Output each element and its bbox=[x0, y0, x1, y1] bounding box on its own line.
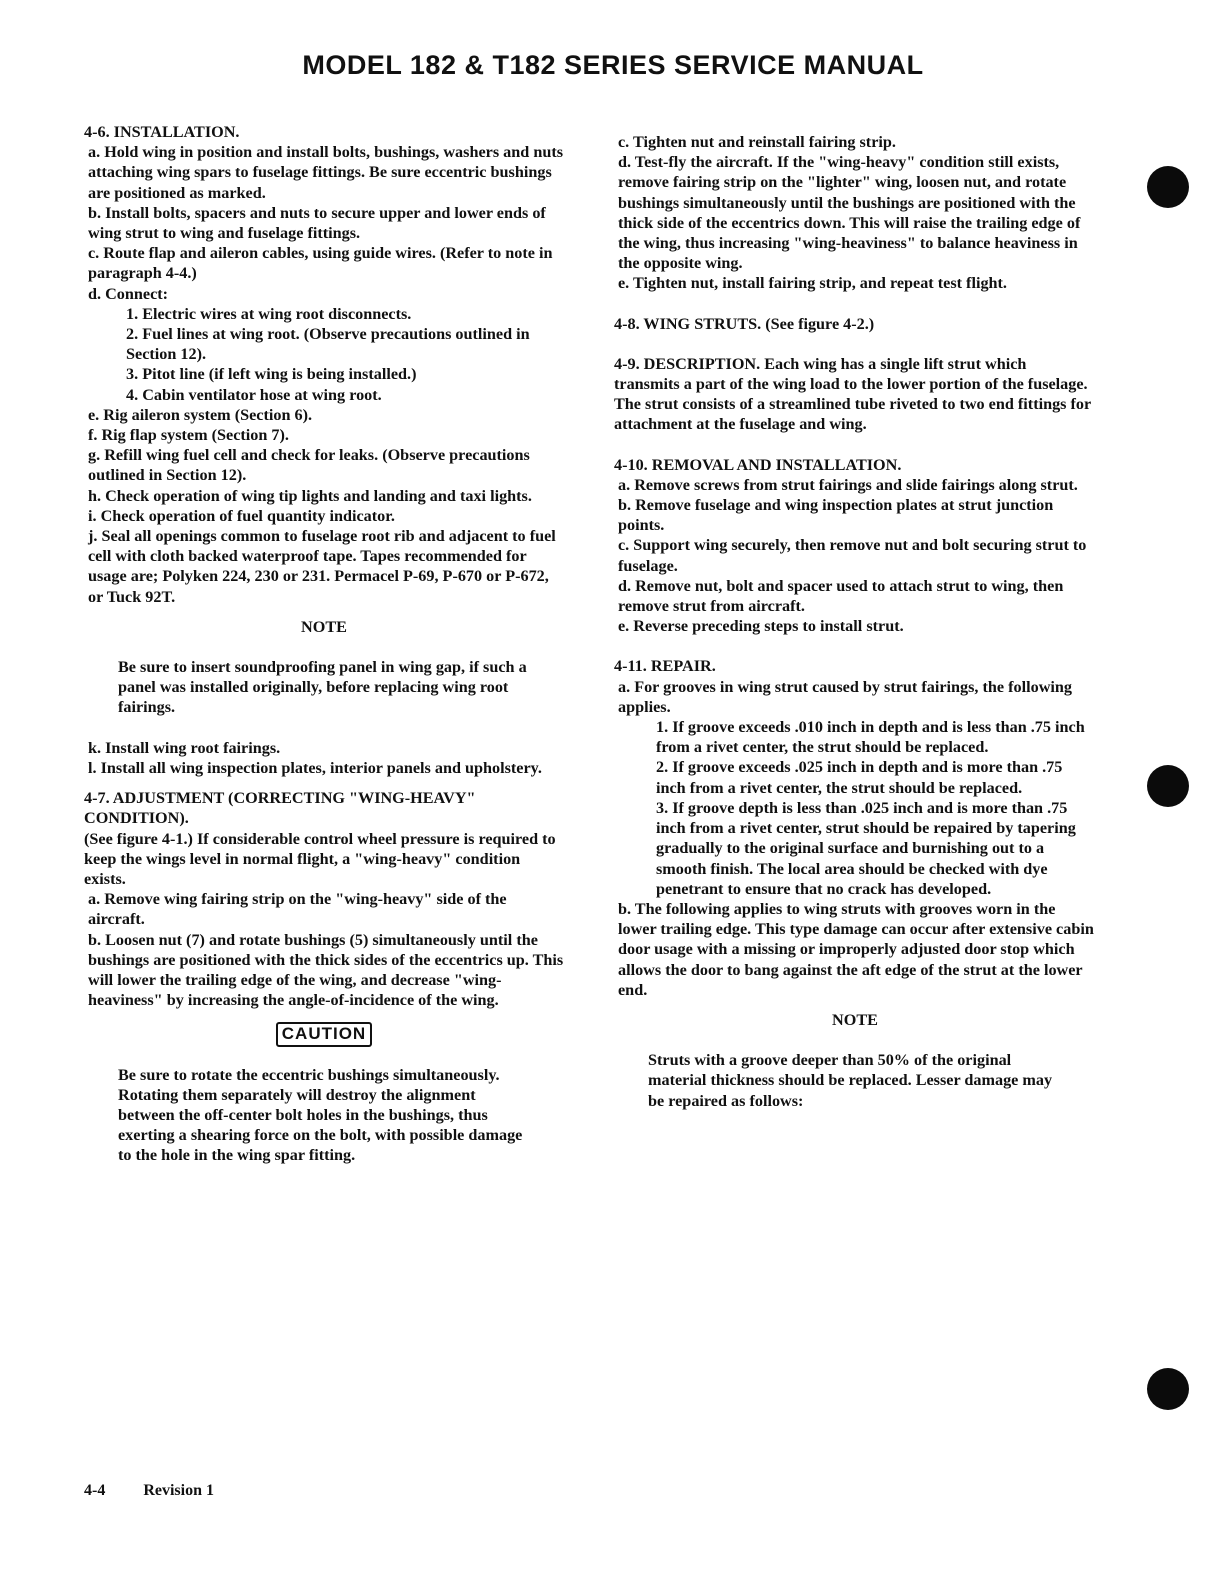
binder-hole-middle bbox=[1147, 765, 1189, 807]
step-4-7-d: d. Test-fly the aircraft. If the "wing-heavy" condition still exists, remove fairing strip on the "lighter" wing, loosen nut, and rotate bushings simultaneously until the bushings are positioned with the thick side of the eccentrics down. This will raise the trailing edge of the wing, thus increasing "wing-heaviness" to balance heaviness in the opposite wing. bbox=[618, 153, 1081, 273]
left-column bbox=[84, 122, 564, 1166]
section-4-6-heading: 4-6. INSTALLATION. bbox=[84, 123, 240, 141]
step-4-11-a: a. For grooves in wing strut caused by strut fairings, the following applies. bbox=[618, 677, 1073, 716]
step-4-6-e: e. Rig aileron system (Section 6). bbox=[88, 405, 313, 424]
note-text: Be sure to insert soundproofing panel in wing gap, if such a panel was installed originally, before replacing wing root fairings. bbox=[118, 658, 527, 717]
step-4-10-a: a. Remove screws from strut fairings and slide fairings along strut. bbox=[618, 475, 1078, 494]
step-4-6-f: f. Rig flap system (Section 7). bbox=[88, 426, 289, 445]
page-footer bbox=[84, 1482, 248, 1500]
note-heading-2: NOTE bbox=[832, 1010, 878, 1029]
caution-label: CAUTION bbox=[276, 1022, 372, 1046]
caution-text: Be sure to rotate the eccentric bushings simultaneously. Rotating them separately will destroy the alignment between the off-center bolt holes in the bushings, thus exerting a shearing force on the bolt, with possible damage to the hole in the wing spar fitting. bbox=[118, 1065, 523, 1165]
step-4-7-e: e. Tighten nut, install fairing strip, and repeat test flight. bbox=[618, 274, 1007, 293]
step-4-7-a: a. Remove wing fairing strip on the "wing-heavy" side of the aircraft. bbox=[88, 890, 507, 929]
page-title: MODEL 182 & T182 SERIES SERVICE MANUAL bbox=[302, 50, 924, 80]
section-4-7-intro: (See figure 4-1.) If considerable control wheel pressure is required to keep the wings level in normal flight, a "wing-heavy" condition exists. bbox=[84, 829, 556, 888]
page-number: 4-4 bbox=[84, 1482, 106, 1499]
note-text-2: Struts with a groove deeper than 50% of the original material thickness should be replaced. Lesser damage may be repaired as follows: bbox=[648, 1051, 1053, 1110]
step-4-7-b: b. Loosen nut (7) and rotate bushings (5) simultaneously until the bushings are positioned with the thick sides of the eccentrics up. This will lower the trailing edge of the wing, and decrease "wing-heaviness" by increasing the angle-of-incidence of the wing. bbox=[88, 930, 564, 1010]
section-4-8-heading: 4-8. WING STRUTS. (See figure 4-2.) bbox=[614, 314, 875, 333]
step-4-7-c: c. Tighten nut and reinstall fairing strip. bbox=[618, 133, 896, 151]
step-4-6-d-4: 4. Cabin ventilator hose at wing root. bbox=[126, 385, 382, 404]
right-column bbox=[614, 132, 1096, 1111]
section-4-10-heading: 4-10. REMOVAL AND INSTALLATION. bbox=[614, 455, 902, 474]
step-4-6-l: l. Install all wing inspection plates, interior panels and upholstery. bbox=[88, 758, 542, 777]
step-4-6-b: b. Install bolts, spacers and nuts to secure upper and lower ends of wing strut to wing and fuselage fittings. bbox=[88, 203, 546, 243]
section-4-9-description: 4-9. DESCRIPTION. Each wing has a single lift strut which transmits a part of the wing load to the lower portion of the fuselage. The strut consists of a streamlined tube riveted to two end fittings for attachment at the fuselage and wing. bbox=[614, 354, 1091, 434]
step-4-11-a-3: 3. If groove depth is less than .025 inch and is more than .75 inch from a rivet center, strut should be repaired by tapering gradually to the original surface and burnishing out to a smooth finish. The local area should be checked with dye penetrant to ensure that no crack has developed. bbox=[656, 798, 1076, 898]
step-4-6-g: g. Refill wing fuel cell and check for leaks. (Observe precautions outlined in Section 12). bbox=[88, 446, 530, 485]
step-4-10-b: b. Remove fuselage and wing inspection plates at strut junction points. bbox=[618, 496, 1054, 535]
step-4-10-d: d. Remove nut, bolt and spacer used to attach strut to wing, then remove strut from aircraft. bbox=[618, 576, 1064, 616]
section-4-11-heading: 4-11. REPAIR. bbox=[614, 657, 716, 676]
binder-hole-top bbox=[1147, 166, 1189, 208]
step-4-6-d-2: 2. Fuel lines at wing root. (Observe precautions outlined in Section 12). bbox=[126, 325, 530, 364]
step-4-6-d-3: 3. Pitot line (if left wing is being installed.) bbox=[126, 365, 417, 384]
step-4-6-c: c. Route flap and aileron cables, using guide wires. (Refer to note in paragraph 4-4.) bbox=[88, 244, 553, 283]
step-4-6-j: j. Seal all openings common to fuselage root rib and adjacent to fuel cell with cloth backed waterproof tape. Tapes recommended for usage are; Polyken 224, 230 or 231. Permacel P-69, P-670 or P-672, or Tuck 92T. bbox=[88, 527, 556, 606]
section-4-7-heading: 4-7. ADJUSTMENT (CORRECTING "WING-HEAVY" CONDITION). bbox=[84, 789, 476, 828]
step-4-6-k: k. Install wing root fairings. bbox=[88, 738, 281, 757]
revision-label: Revision 1 bbox=[143, 1482, 214, 1499]
step-4-11-a-1: 1. If groove exceeds .010 inch in depth and is less than .75 inch from a rivet center, the strut should be replaced. bbox=[656, 718, 1085, 757]
step-4-11-a-2: 2. If groove exceeds .025 inch in depth and is more than .75 inch from a rivet center, the strut should be replaced. bbox=[656, 758, 1063, 797]
step-4-6-i: i. Check operation of fuel quantity indicator. bbox=[88, 506, 395, 525]
step-4-10-c: c. Support wing securely, then remove nut and bolt securing strut to fuselage. bbox=[618, 536, 1087, 575]
step-4-10-e: e. Reverse preceding steps to install strut. bbox=[618, 617, 904, 636]
note-heading: NOTE bbox=[301, 617, 347, 636]
step-4-6-d: d. Connect: bbox=[88, 284, 169, 303]
step-4-6-h: h. Check operation of wing tip lights and landing and taxi lights. bbox=[88, 486, 532, 505]
step-4-11-b: b. The following applies to wing struts with grooves worn in the lower trailing edge. This type damage can occur after extensive cabin door usage with a missing or improperly adjusted door stop which allows the door to bang against the aft edge of the strut at the lower end. bbox=[618, 899, 1094, 999]
step-4-6-a: a. Hold wing in position and install bolts, bushings, washers and nuts attaching wing spars to fuselage fittings. Be sure eccentric bushings are positioned as marked. bbox=[88, 143, 564, 202]
step-4-6-d-1: 1. Electric wires at wing root disconnects. bbox=[126, 304, 412, 323]
binder-hole-bottom bbox=[1147, 1368, 1189, 1410]
